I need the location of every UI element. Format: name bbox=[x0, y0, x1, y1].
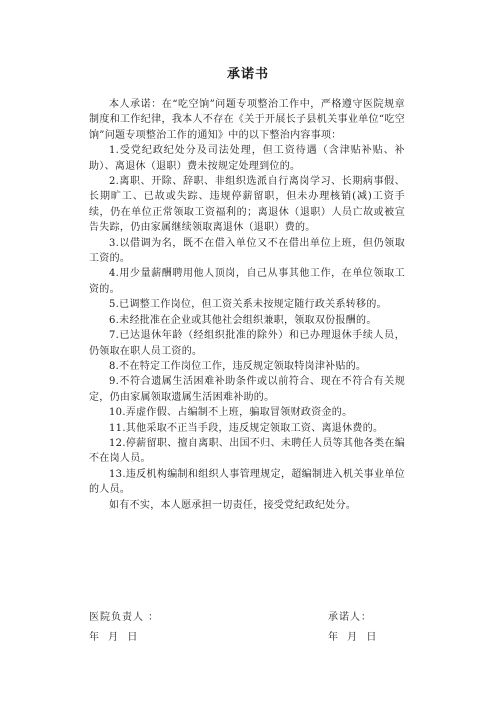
promisor-label: 承诺人： bbox=[328, 612, 372, 623]
item-9-paragraph: 9.不符合遗属生活困难补助条件或以前符合、现在不符合有关规定，仍由家属领取遗属生活困难补助的。 bbox=[89, 376, 405, 403]
document-title: 承诺书 bbox=[226, 67, 269, 82]
document-body bbox=[89, 97, 405, 513]
hospital-head-label: 医院负责人 ： bbox=[89, 612, 160, 623]
item-6-paragraph: 6.未经批准在企业或其他社会组织兼职，领取双份报酬的。 bbox=[109, 314, 377, 326]
item-11-paragraph: 11.其他采取不正当手段，违反规定领取工资、离退休费的。 bbox=[109, 422, 384, 434]
item-12-paragraph: 12.停薪留职、擅自离职、出国不归、未聘任人员等其他各类在编不在岗人员。 bbox=[89, 437, 405, 465]
hospital-head-date: 年 月 日 bbox=[89, 632, 139, 643]
intro-paragraph: 本人承诺：在“吃空饷”问题专项整治工作中，严格遵守医院规章制度和工作纪律，我本人不存在《关于开展长子县机关事业单位“吃空饷”问题专项整治工作的通知》中的以下整治内容事项： bbox=[89, 99, 405, 141]
item-7-paragraph: 7.已达退休年龄（经组织批准的除外）和已办理退休手续人员，仍领取在职人员工资的。 bbox=[89, 330, 405, 357]
item-10-paragraph: 10.弄虚作假、占编制不上班，骗取冒领财政资金的。 bbox=[109, 407, 353, 419]
closing-paragraph: 如有不实，本人愿承担一切责任，接受党纪政纪处分。 bbox=[109, 499, 357, 511]
item-2-paragraph: 2.离职、开除、辞职、非组织选派自行离岗学习、长期病事假、长期旷工、已故或失踪、违规停薪留职，但未办理核销(减)工资手续，仍在单位正常领取工资福利的；离退休（退职）人员亡故或被宣告失踪，仍由家属继续领取离退休（退职）费的。 bbox=[89, 176, 405, 234]
item-13-paragraph: 13.违反机构编制和组织人事管理规定，超编制进入机关事业单位的人员。 bbox=[89, 468, 405, 496]
item-5-paragraph: 5.已调整工作岗位，但工资关系未按规定随行政关系转移的。 bbox=[109, 299, 387, 311]
item-8-paragraph: 8.不在特定工作岗位工作，违反规定领取特岗津补贴的。 bbox=[109, 360, 367, 372]
item-1-paragraph: 1.受党纪政纪处分及司法处理，但工资待遇（含津贴补贴、补助）、离退休（退职）费未按规定处理到位的。 bbox=[89, 145, 405, 172]
item-4-paragraph: 4.用少量薪酬聘用他人顶岗，自己从事其他工作，在单位领取工资的。 bbox=[89, 268, 405, 295]
item-3-paragraph: 3.以借调为名，既不在借入单位又不在借出单位上班，但仍领取工资的。 bbox=[89, 237, 405, 265]
promisor-date: 年 月 日 bbox=[328, 632, 378, 643]
